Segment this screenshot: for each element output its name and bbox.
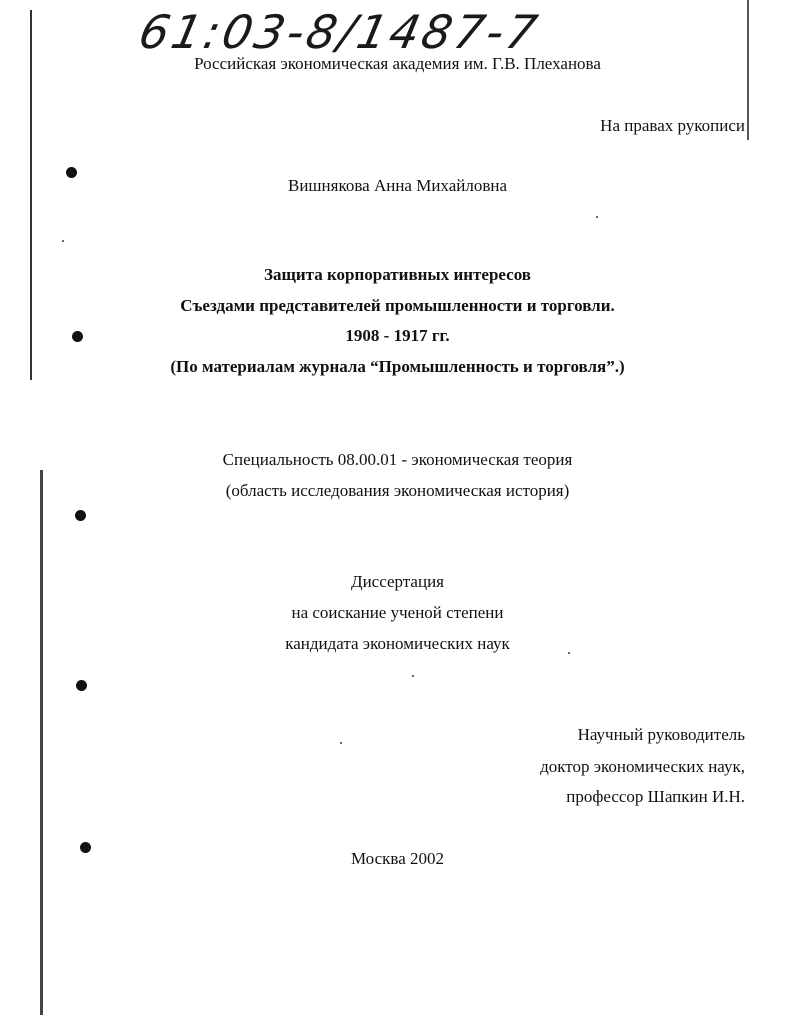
supervisor-line-2: доктор экономических наук, [540,757,745,776]
scan-speck [412,675,414,677]
scan-edge-left-lower [40,470,43,1015]
title-line-4: (По материалам журнала “Промышленность и торговля”.) [170,357,625,376]
author-name: Вишнякова Анна Михайловна [288,176,507,195]
scan-speck [340,742,342,744]
punch-hole [75,510,86,521]
archive-mark: 61:03-8/1487-7 [134,5,545,59]
dissertation-line-3: кандидата экономических наук [285,634,510,653]
specialty-line-2: (область исследования экономическая история) [225,481,570,500]
title-line-1: Защита корпоративных интересов [264,265,531,284]
dissertation-line-2: на соискание ученой степени [291,603,504,622]
institution-name: Российская экономическая академия им. Г.В. Плеханова [194,54,601,73]
supervisor-line-3: профессор Шапкин И.Н. [566,787,745,806]
punch-hole [76,680,87,691]
scan-speck [596,216,598,218]
dissertation-line-1: Диссертация [350,572,444,591]
place-and-year: Москва 2002 [350,849,445,868]
supervisor-line-1: Научный руководитель [577,725,745,744]
specialty-line-1: Специальность 08.00.01 - экономическая теория [222,450,573,469]
scan-speck [62,240,64,242]
title-line-3: 1908 - 1917 гг. [345,326,450,345]
manuscript-rights: На правах рукописи [600,116,745,135]
title-line-2: Съездами представителей промышленности и торговли. [180,296,615,315]
